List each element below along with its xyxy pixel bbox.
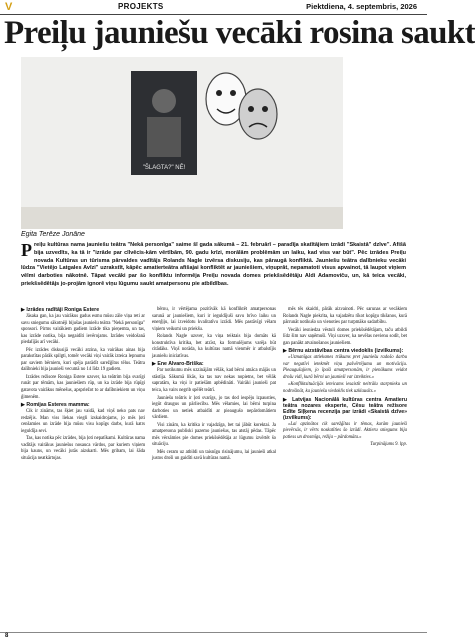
article-photo (21, 57, 343, 229)
paragraph: mēs tēs skaidri, pārāk aizvainoti. Pēc sarunas ar vecākiem Rolands Nagle piekrita, ka vajadzētu rīkot kopīgu tikšanos, kurā pārrunāt notikušo un vienoties par turpmāko sadarbību. (283, 307, 407, 326)
paragraph: Visi zinām, ka kritika ir vajadzīga, bet tai jābūt korektai. Ja amatpersona publiski pazemo jauniešus, tas atstāj pēdas. Tāpēc mēs vērsāmies pie domes priekšsēdētāja ar lūgumu izvērtēt šo situāciju. (152, 422, 276, 448)
paragraph: Tas, kas notika pēc izrādes, bija ļoti nepatīkami. Kultūras nama vadītājs vairākus jauniešus nosauca vārdos, par kuriem viņiem bija kauns, un vecāki jutās aizskarti. Mēs gribam, lai šāda situācija neatkārtojas. (21, 436, 145, 461)
subheading: ▶ Romijas Esteres mamma: (21, 402, 90, 409)
page-footer (0, 632, 427, 641)
theatre-poster-image (21, 57, 343, 229)
paragraph: Jauniešu teātris ir ļoti svarīgs, jo tas dod iespēju izpausties, iegūt draugus un pārliecību. Mēs vēlamies, lai bērni turpina darboties un netiek atbaidīti ar pieaugušo nepārdomātiem vārdiem. (152, 395, 276, 421)
paragraph: Par notikumu mēs uzzinājām vēlāk, kad bērni atnāca mājās un stāstīja. Sākumā likās, ka tas nav nekas nopietns, bet vēlāk sapratām, ka viņi ir patiešām apbēdināti. Vairāki jaunieši pat teica, ka vairs negrib spēlēt teātrī. (152, 368, 276, 394)
paragraph: «Lai apzinātos cik sarežģītas ir tēmas, kurām jaunieši pievērsās, ir vērts noskatīties šo izrādi. Aktieru sniegums bija patiess un drosmīgs, režija – pārdomāta.» (283, 421, 407, 440)
paragraph: «Konfliktsituācijās ieteicams iesaistīt neitrālu starpnieku un nodrošināt, ka jauniešu viedoklis tiek uzklausīts.» (283, 382, 407, 395)
article-column-3 (283, 307, 407, 632)
paragraph: «Uzmanīgas attieksmes trūkums pret jauniešu radošo darbu var negatīvi ietekmēt viņu pašvērtējumu un motivāciju. Pieaugušajiem, jo īpaši amatpersonām, ir pienākums veidot drošu vidi, kurā bērni un jaunieši var izteikties.» (283, 355, 407, 380)
section-label: PROJEKTS (118, 2, 164, 11)
subheading: ▶ Ene Alvaro-Briška: (152, 361, 204, 368)
article-column-2 (152, 307, 276, 632)
paragraph: Izrādes režisore Roniga Estere uzsver, ka teātrim bija svarīgi runāt par tēmām, kas jauniešiem rūp, un ka izrāde bija rūpīgi gatavota vairākus mēnešus, apspriežot to ar dalībniekiem un viņu ģimenēm. (21, 374, 145, 400)
paragraph: Rolands Nagle uzsver, ka viņa teiktais bija domāts kā konstruktīva kritika, bet atzīst, ka formulējums varēja būt citādāks. Viņš norāda, ka kultūras namā vienmēr ir atbalstījis jauniešu iniciatīvas. (152, 334, 276, 359)
article-headline: Preiļu jauniešu vecāki rosina saukt (4, 15, 475, 51)
paragraph: bērnu, ir vērtējama pozitīvāk kā konfliktēt amatpersonas sarunā ar jauniešiem, kuri ir ieguldījuši savu brīvo laiku un enerģiju, lai izveidotu kvalitatīvu izrādi. Mēs pastāvīgi vēlam viņiem veiksmi un priekšu. (152, 307, 276, 332)
subheading: ▶ Izrādes radītāji Roniga Estere (21, 307, 100, 313)
newspaper-logo: V (5, 1, 13, 13)
page-number: 8 (5, 633, 9, 639)
page-header (0, 0, 427, 15)
article-column-1 (21, 307, 145, 632)
article-lead (21, 242, 406, 289)
photo-caption: Egita Terēze Jonāne (21, 231, 85, 238)
lead-text: reiļu kultūras nama jauniešu teātra "Nekā personīga" saime šī gada sākumā – 21. februārī – paradīja skatītājiem izrādi "Skaistā" dzīve". Afišā bija uzvedīts, ka tā ir "izrāde par cīlvēcis-kām vērtībām, 90. gadu krīzi, morālām problēmām un laiku, kad viss var būt". Pēc izrādes Preiļu novada Kultūras un tūrisma pārvaldes vadītājs Rolands Nagle izvērsa diskusiju, kas pāraugā konfliktā. Jauniešu teātra dalībnieku vecāki lūdza "Vietējo Latgales Avīzi" uzrakstīt, kāpēc amatierteātra afišajai konfliktēt ar jauniešiem, viņuprāt, nepamatoti visus apvainot, tā laupot viņiem vēlmi darboties nākotnē. Tāpat vecāki par šo konfliktu informēja Preiļu novada domes priekšsēdētāju Aldi Adamoviču, un, kā teica vecāki, priekšsēdētājs jo-projām ignorē viņu lūgumu saukt amatpersonu pie atbildības. (21, 242, 406, 287)
subheading: ▶ Bērnu aizstāvības centra viedoklis (izvilkums): (283, 348, 404, 355)
paragraph: Jāsaka gan, ka jau vairākus gadus esmu mūsu zāle viņa reti ar savu sniegumu sākotnēji bijušas jauniešu teātra "Nekā personīga" sponsori. Pirms vairākiem gadiem izrāde tika pieņemta, un tas, kas izrāde notika, bija negaidīti ievērojams. Izrādes veidošanā piedalījās arī vecāki. (21, 314, 145, 346)
subheading: ▶ Latvijas Nacionālā kultūras centra Amatieru teātra nozares eksperte, Cēsu teātra režisore Edīte Siļķena recenzija par izrādi «Skaistā dzīve» (izvilkums): (283, 396, 407, 421)
paragraph: Turpinājums 9. lpp. (370, 442, 407, 448)
paragraph: Mēs ceram uz atbildi un taisnīgu risinājumu, lai jaunieši atkal justos droši un gaidīti savā kultūras namā. (152, 449, 276, 462)
paragraph: Pēc izrādes diskusijā vecāki atzina, ka vairākas ainas bija parakstītas pārāk spilgti, tomēr vecāki viņi vairāk izteica lepnumu par saviem bērniem, kuri spēja parādīt sarežģītus tēlus. Teātra dalībnieki bija jaunieši vecumā no 14 līdz 19 gadiem. (21, 347, 145, 373)
issue-date: Piektdiena, 4. septembris, 2026 (306, 2, 417, 11)
paragraph: Cik ir zināms, tas šķiet jau vaidā, kad viņš neko pats nav redzējis. Man viss liekas viegli izskaidrojams, jo mēs ļoti cenšamies un izrāde bija mūsu visu kopīgs darbs, kurā katrs ieguldīja sevi. (21, 409, 145, 434)
drop-cap: P (21, 240, 32, 260)
poster-title: "ŠLAGTA?" NĒ! (142, 165, 186, 171)
paragraph: Vecāki iesniedza vēstuli domes priekšsēdētājam, taču atbildi līdz šim nav saņēmuši. Viņi uzsver, ka nevēlas nevienu sodīt, bet gan panākt atvainošanos jauniešiem. (283, 327, 407, 346)
